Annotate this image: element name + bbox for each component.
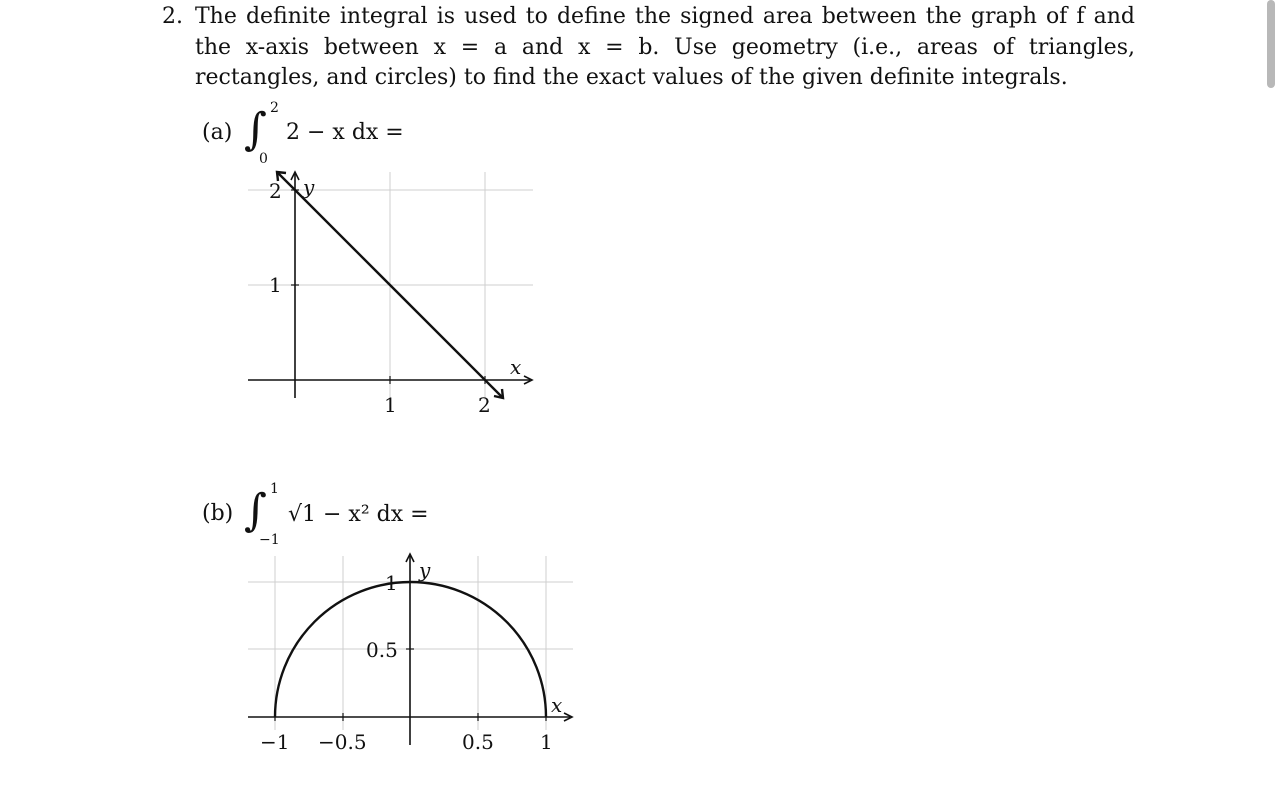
part-a-integrand: 2 − x dx = [286,120,404,145]
problem-number: 2. [162,4,183,29]
part-b-lower-limit: −1 [259,532,280,548]
graph-a-y-label: y [303,175,315,199]
problem-statement: The definite integral is used to define the signed area between the graph of f and the x-axis between x = a and x = b. Use geometry (i.e., areas of triangles, rectangles, and circles) to find the exact values of the given definite integrals. [195,4,1135,90]
part-b-label: (b) [202,501,234,526]
graph-b-y-tick-05: 0.5 [366,638,398,662]
integral-sign-b: ∫ [244,485,267,536]
part-a-upper-limit: 2 [270,100,279,116]
graph-a-y-tick-1: 1 [269,273,282,297]
part-a-lower-limit: 0 [259,151,268,167]
part-b-upper-limit: 1 [270,481,279,497]
part-a-label: (a) [202,120,233,145]
graph-a-x-tick-2: 2 [478,393,491,417]
graph-a-y-tick-2: 2 [269,179,282,203]
graph-b-x-label: x [551,693,563,717]
graph-b-x-tick-1: 1 [540,730,553,754]
graph-a-x-label: x [510,355,522,379]
integral-sign-a: ∫ [244,104,267,155]
graph-b-x-tick-05: 0.5 [462,730,494,754]
part-b-integrand: √1 − x² dx = [288,502,429,527]
graph-a-x-tick-1: 1 [384,393,397,417]
graph-b-y-label: y [419,558,431,582]
graph-b-x-tick-neg1: −1 [260,730,290,754]
graph-b-y-tick-1: 1 [385,571,398,595]
graph-b-x-tick-neg05: −0.5 [318,730,367,754]
